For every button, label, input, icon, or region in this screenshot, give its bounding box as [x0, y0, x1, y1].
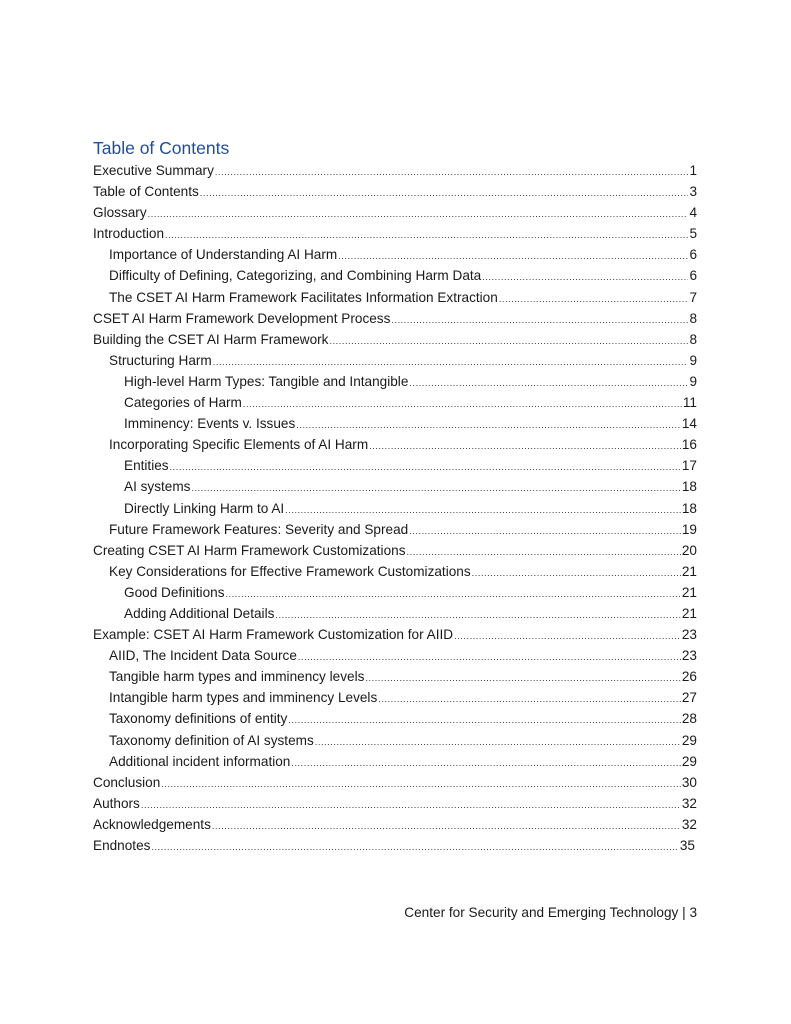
toc-dot-leader: [409, 373, 688, 394]
toc-entry[interactable]: [0, 498, 791, 519]
toc-entry-page: 19: [681, 521, 697, 537]
toc-entry[interactable]: [0, 582, 791, 603]
toc-entry-title: Additional incident information: [109, 753, 291, 769]
toc-dot-leader: [472, 563, 681, 584]
toc-dot-leader: [291, 753, 681, 774]
toc-entry[interactable]: [0, 455, 791, 476]
toc-entry-title: Endnotes: [93, 838, 151, 853]
toc-entry[interactable]: [0, 265, 791, 286]
toc-entry-title: Imminency: Events v. Issues: [124, 416, 296, 432]
toc-dot-leader: [391, 310, 688, 331]
toc-entry[interactable]: [0, 814, 791, 835]
footer-page-number: 3: [689, 905, 697, 920]
toc-entry-page: 32: [681, 816, 697, 832]
toc-entry-title: Table of Contents: [93, 184, 199, 200]
toc-entry[interactable]: [0, 244, 791, 265]
toc-entry-page: 9: [689, 352, 697, 368]
toc-dot-leader: [161, 774, 681, 795]
toc-entry-page: 28: [681, 711, 697, 727]
toc-entry-title: Structuring Harm: [109, 352, 212, 368]
toc-entry[interactable]: [0, 793, 791, 814]
toc-entry-page: 1: [689, 163, 697, 178]
toc-dot-leader: [407, 542, 681, 563]
toc-entry-page: 32: [681, 795, 697, 811]
toc-dot-leader: [499, 289, 689, 310]
toc-entry-title: Example: CSET AI Harm Framework Customization for AIID: [93, 627, 454, 643]
toc-entry-page: 27: [681, 690, 697, 706]
toc-entry-page: 26: [681, 669, 697, 685]
footer-organization: Center for Security and Emerging Technology: [404, 905, 679, 920]
toc-entry-page: 6: [689, 268, 697, 284]
toc-entry[interactable]: [0, 835, 791, 856]
toc-entry-title: The CSET AI Harm Framework Facilitates Information Extraction: [109, 289, 498, 305]
toc-entry-page: 8: [689, 310, 697, 326]
toc-dot-leader: [226, 584, 681, 605]
toc-entry-title: AIID, The Incident Data Source: [109, 648, 297, 664]
toc-dot-leader: [191, 478, 680, 499]
toc-entry-title: Executive Summary: [93, 163, 214, 178]
toc-entry-title: Introduction: [93, 226, 165, 242]
toc-entry-page: 23: [681, 648, 697, 664]
toc-dot-leader: [170, 457, 681, 478]
toc-entry[interactable]: [0, 476, 791, 497]
toc-entry[interactable]: [0, 645, 791, 666]
toc-entry-title: Intangible harm types and imminency Levels: [109, 690, 378, 706]
toc-dot-leader: [315, 732, 681, 753]
toc-entry-title: Importance of Understanding AI Harm: [109, 247, 338, 263]
toc-dot-leader: [409, 521, 681, 542]
toc-entry[interactable]: [0, 561, 791, 582]
toc-entry[interactable]: [0, 730, 791, 751]
toc-entry-page: 18: [681, 500, 697, 516]
toc-dot-leader: [369, 436, 681, 457]
toc-entry[interactable]: [0, 603, 791, 624]
toc-entry[interactable]: [0, 287, 791, 308]
toc-dot-leader: [288, 710, 681, 731]
toc-entry-page: 11: [682, 395, 697, 411]
toc-title: Table of Contents: [93, 138, 230, 158]
toc-entry-page: 4: [689, 205, 697, 221]
toc-entry-page: 21: [681, 563, 697, 579]
toc-entry-page: 29: [681, 753, 697, 769]
toc-entry-title: Difficulty of Defining, Categorizing, and Combining Harm Data: [109, 268, 482, 284]
toc-entry-page: 21: [681, 605, 697, 621]
toc-entry[interactable]: [0, 329, 791, 350]
toc-entry-title: Good Definitions: [124, 584, 225, 600]
toc-entry-title: Incorporating Specific Elements of AI Harm: [109, 437, 369, 453]
toc-entry-page: 20: [681, 542, 697, 558]
toc-entry-title: CSET AI Harm Framework Development Process: [93, 310, 391, 326]
toc-entry[interactable]: [0, 772, 791, 793]
toc-entry[interactable]: [0, 519, 791, 540]
toc-entry-page: 6: [689, 247, 697, 263]
toc-entry[interactable]: [0, 223, 791, 244]
toc-entry[interactable]: [0, 181, 791, 202]
toc-entry[interactable]: [0, 434, 791, 455]
toc-entry[interactable]: [0, 202, 791, 223]
toc-entry-page: 29: [681, 732, 697, 748]
toc-dot-leader: [151, 837, 678, 858]
toc-dot-leader: [454, 626, 681, 647]
toc-entry[interactable]: [0, 413, 791, 434]
toc-entry-title: Glossary: [93, 205, 147, 221]
toc-entry[interactable]: [0, 666, 791, 687]
toc-entry-page: 18: [681, 479, 697, 495]
toc-dot-leader: [329, 331, 688, 352]
toc-entry[interactable]: [0, 392, 791, 413]
toc-entry[interactable]: [0, 751, 791, 772]
toc-entry-page: 3: [689, 184, 697, 200]
toc-dot-leader: [285, 500, 681, 521]
toc-dot-leader: [200, 183, 689, 204]
toc-dot-leader: [215, 162, 689, 183]
toc-dot-leader: [378, 689, 681, 710]
toc-dot-leader: [148, 204, 689, 225]
toc-entry-title: Tangible harm types and imminency levels: [109, 669, 365, 685]
toc-entry-title: Directly Linking Harm to AI: [124, 500, 285, 516]
toc-entry-page: 17: [681, 458, 697, 474]
toc-entry[interactable]: [0, 371, 791, 392]
toc-entry-title: AI systems: [124, 479, 191, 495]
toc-entry-title: Conclusion: [93, 774, 161, 790]
toc-entry-title: Creating CSET AI Harm Framework Customizations: [93, 542, 406, 558]
toc-entry-title: Categories of Harm: [124, 395, 242, 411]
toc-entry[interactable]: [0, 624, 791, 645]
toc-entry-page: 14: [681, 416, 697, 432]
toc-entry-page: 7: [689, 289, 697, 305]
toc-entry-title: Building the CSET AI Harm Framework: [93, 331, 329, 347]
toc-entry[interactable]: [0, 160, 791, 181]
toc-entry-page: 30: [681, 774, 697, 790]
toc-dot-leader: [165, 225, 688, 246]
toc-entry[interactable]: [0, 687, 791, 708]
toc-entry-page: 16: [681, 437, 697, 453]
page-footer: [404, 905, 697, 920]
toc-entry-title: High-level Harm Types: Tangible and Intangible: [124, 373, 409, 389]
toc-dot-leader: [141, 795, 681, 816]
toc-entry-title: Key Considerations for Effective Framework Customizations: [109, 563, 471, 579]
toc-entry-title: Future Framework Features: Severity and Spread: [109, 521, 409, 537]
toc-entry-page: 8: [689, 331, 697, 347]
toc-dot-leader: [213, 352, 689, 373]
toc-entry-title: Entities: [124, 458, 169, 474]
toc-dot-leader: [365, 668, 680, 689]
toc-entry-title: Taxonomy definition of AI systems: [109, 732, 314, 748]
toc-entry[interactable]: [0, 308, 791, 329]
toc-dot-leader: [296, 415, 681, 436]
toc-list: [0, 160, 791, 856]
toc-dot-leader: [482, 267, 688, 288]
toc-entry-page: 35: [679, 838, 695, 853]
toc-entry-page: 23: [681, 627, 697, 643]
toc-entry-title: Acknowledgements: [93, 816, 211, 832]
toc-entry-title: Adding Additional Details: [124, 605, 275, 621]
toc-dot-leader: [338, 246, 688, 267]
toc-dot-leader: [298, 647, 681, 668]
toc-entry-title: Taxonomy definitions of entity: [109, 711, 288, 727]
toc-entry[interactable]: [0, 540, 791, 561]
toc-entry-page: 9: [689, 373, 697, 389]
toc-dot-leader: [212, 816, 681, 837]
toc-dot-leader: [275, 605, 680, 626]
toc-entry-title: Authors: [93, 795, 140, 811]
toc-entry-page: 21: [681, 584, 697, 600]
toc-dot-leader: [243, 394, 682, 415]
toc-entry[interactable]: [0, 350, 791, 371]
footer-separator: |: [682, 905, 686, 920]
toc-entry-page: 5: [689, 226, 697, 242]
toc-entry[interactable]: [0, 708, 791, 729]
